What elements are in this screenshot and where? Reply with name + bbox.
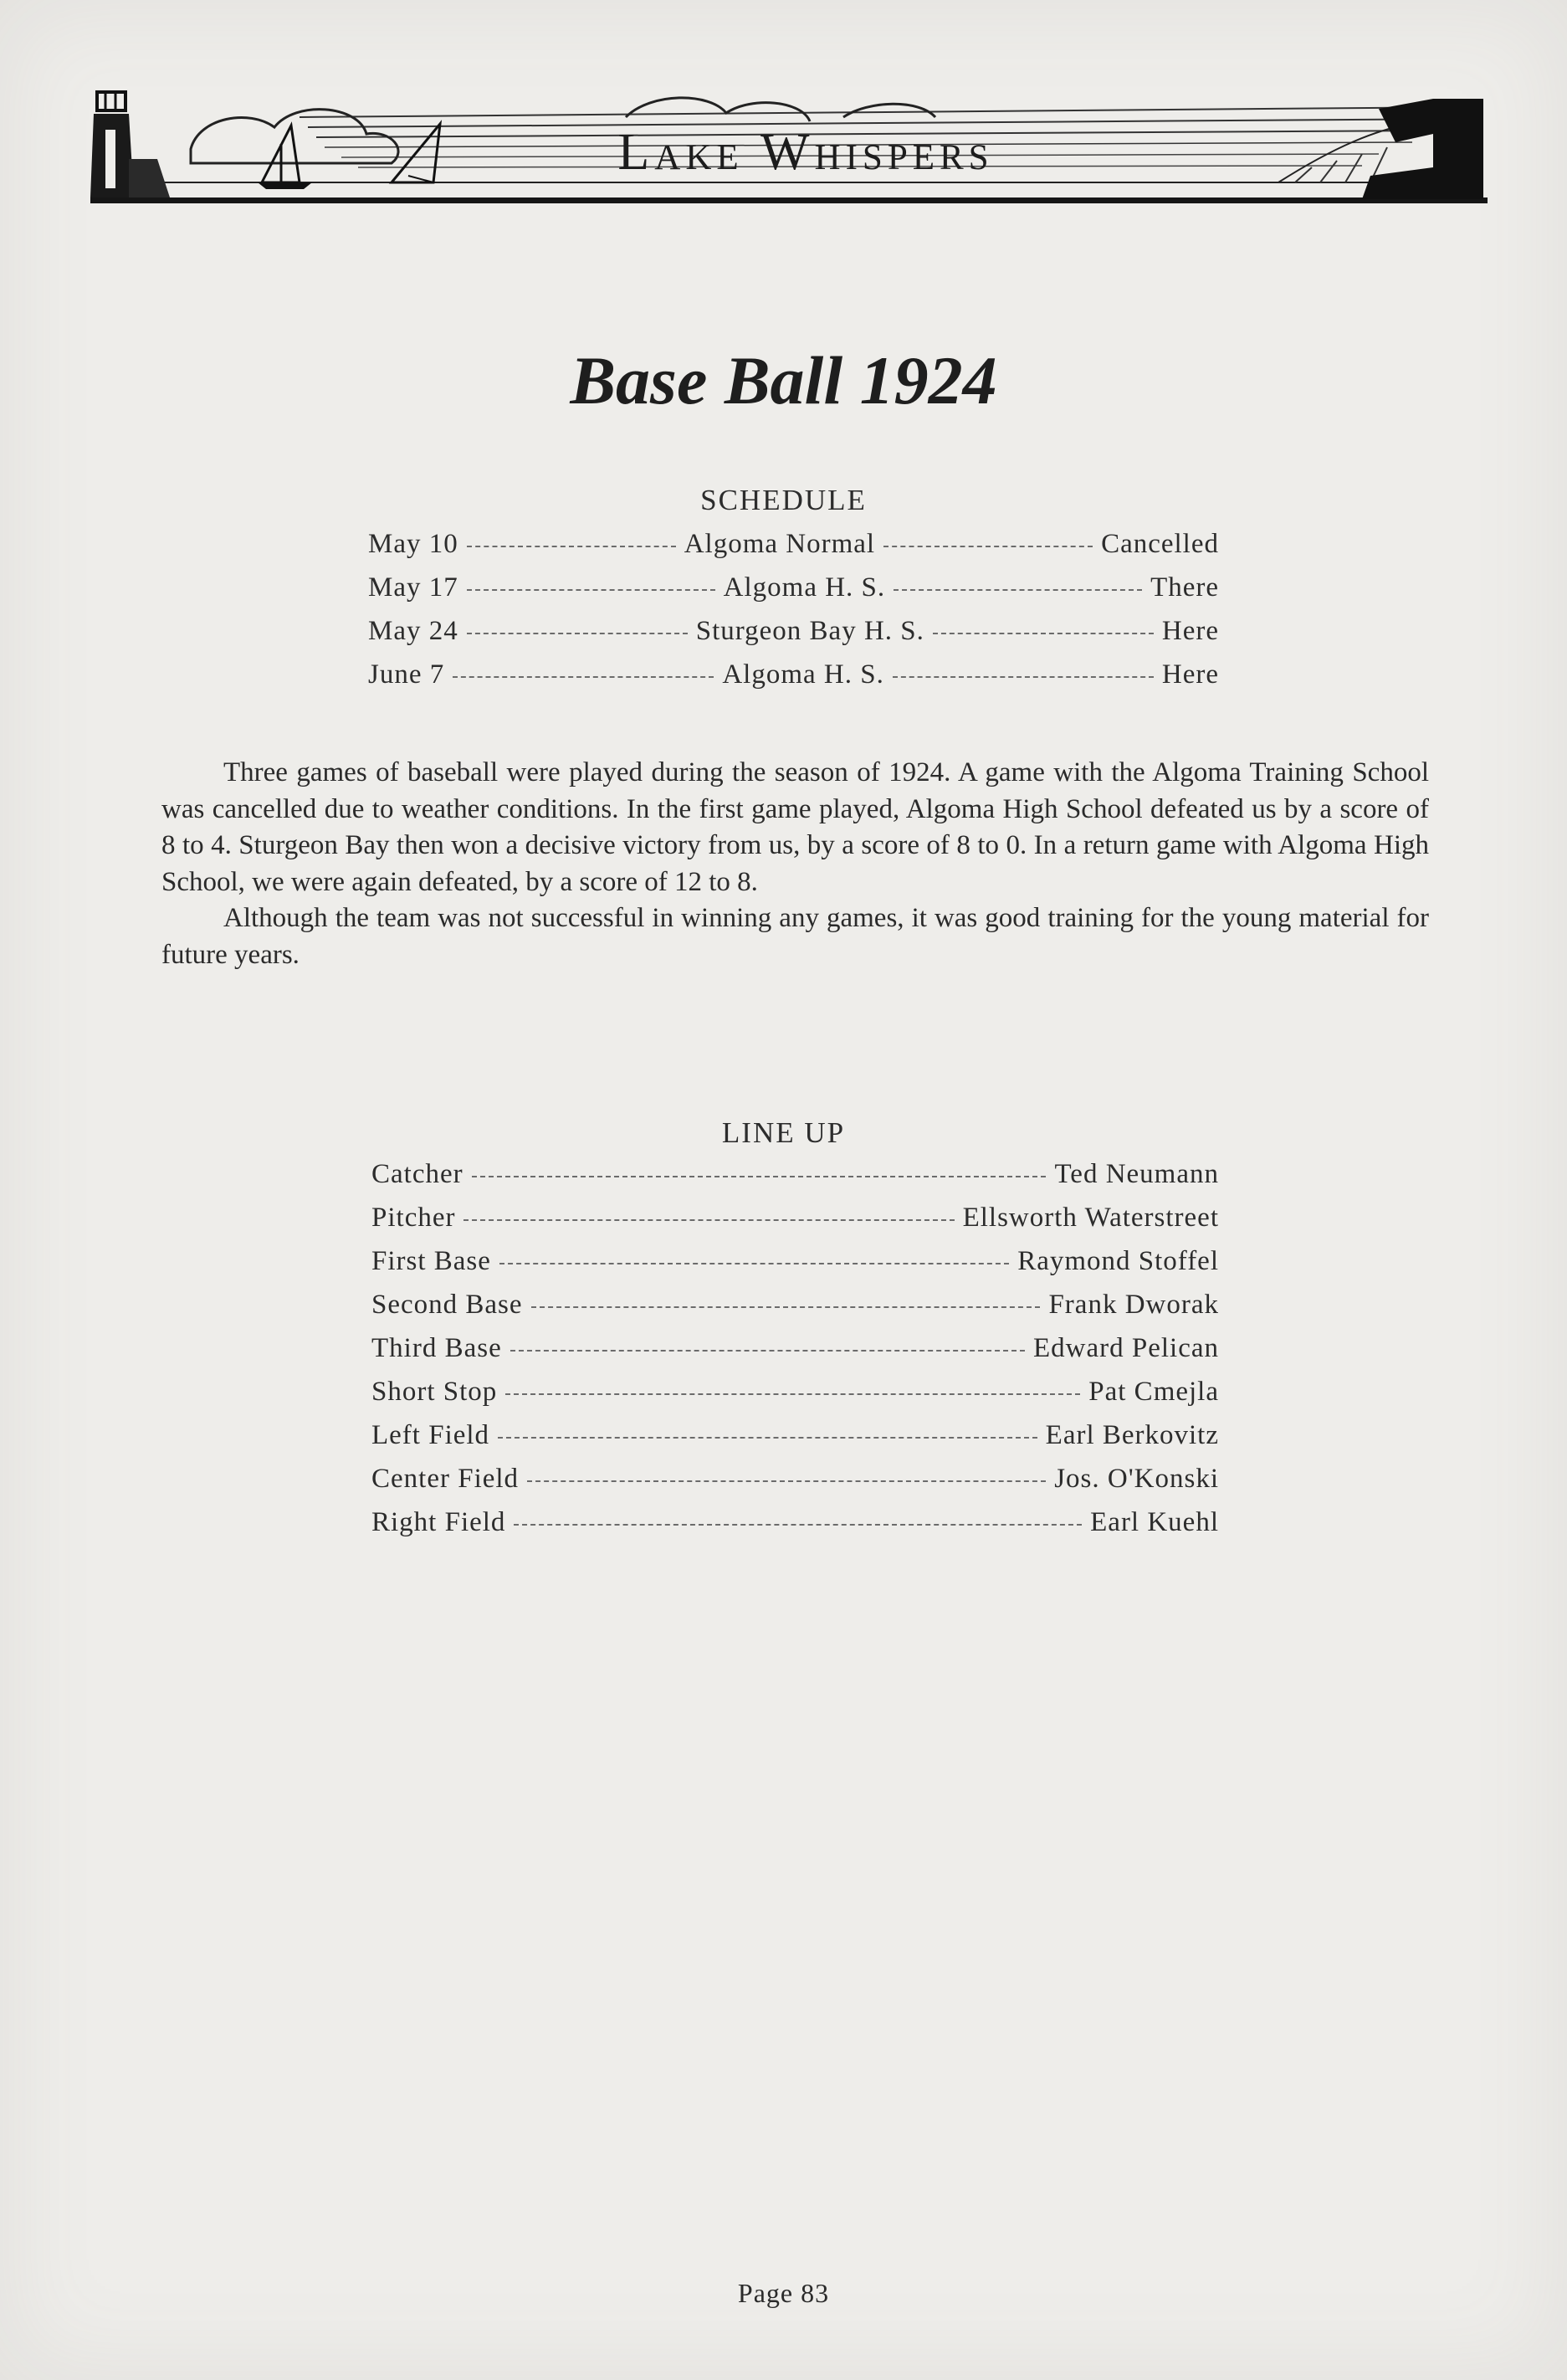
lineup-player: Earl Berkovitz <box>1045 1420 1219 1450</box>
leader-line <box>531 1306 1041 1308</box>
page-title: Base Ball 1924 <box>570 342 997 418</box>
schedule-row <box>368 659 1219 698</box>
lineup-player: Pat Cmejla <box>1088 1377 1219 1407</box>
lineup-heading: LINE UP <box>721 1116 846 1149</box>
lineup-position: Catcher <box>371 1159 463 1189</box>
lineup-player: Earl Kuehl <box>1090 1507 1219 1537</box>
lineup-row <box>371 1290 1219 1328</box>
schedule-row <box>368 616 1219 654</box>
schedule-opponent: Sturgeon Bay H. S. <box>695 616 924 646</box>
page-number: Page 83 <box>737 2278 830 2308</box>
schedule-opponent: Algoma Normal <box>684 529 876 559</box>
lineup-position: Pitcher <box>371 1203 456 1233</box>
lineup-player: Ted Neumann <box>1054 1159 1219 1189</box>
schedule-opponent: Algoma H. S. <box>723 572 886 603</box>
schedule-heading: SCHEDULE <box>700 484 867 516</box>
leader-line <box>472 1176 1047 1177</box>
leader-line <box>883 546 1093 547</box>
leader-line <box>893 676 1154 678</box>
lineup-position: Right Field <box>371 1507 506 1537</box>
lineup-position: Center Field <box>371 1464 520 1494</box>
schedule-opponent: Algoma H. S. <box>722 659 884 690</box>
lineup-position: Third Base <box>371 1333 502 1363</box>
leader-line <box>510 1350 1025 1352</box>
lineup-position: Left Field <box>371 1420 490 1450</box>
schedule-row <box>368 529 1219 567</box>
banner-title: Lake Whispers <box>617 123 994 181</box>
leader-line <box>933 633 1154 634</box>
lineup-row <box>371 1377 1219 1415</box>
lineup-player: Ellsworth Waterstreet <box>962 1203 1219 1233</box>
lineup-position: Second Base <box>371 1290 523 1320</box>
lineup-position: First Base <box>371 1246 491 1276</box>
schedule-location: Here <box>1161 659 1219 690</box>
lineup-player: Jos. O'Konski <box>1054 1464 1219 1494</box>
schedule-date: May 10 <box>368 529 458 559</box>
lineup-player: Frank Dworak <box>1048 1290 1219 1320</box>
leader-line <box>467 589 715 591</box>
summary-paragraph: Although the team was not successful in winning any games, it was good training for the young material for future years. <box>161 903 1429 970</box>
lineup-row <box>371 1464 1219 1502</box>
lineup-position: Short Stop <box>371 1377 498 1407</box>
leader-line <box>463 1219 954 1221</box>
schedule-location: There <box>1150 572 1220 603</box>
lineup-row <box>371 1420 1219 1459</box>
season-summary <box>161 755 1429 973</box>
schedule-location: Cancelled <box>1101 529 1219 559</box>
lineup-row <box>371 1507 1219 1546</box>
lineup-row <box>371 1333 1219 1372</box>
schedule-location: Here <box>1161 616 1219 646</box>
leader-line <box>499 1263 1009 1264</box>
schedule-date: June 7 <box>368 659 445 690</box>
leader-line <box>467 546 676 547</box>
leader-line <box>453 676 714 678</box>
lineup-row <box>371 1246 1219 1285</box>
schedule-row <box>368 572 1219 611</box>
summary-paragraph: Three games of baseball were played during the season of 1924. A game with the Algoma Training School was cancelled due to weather conditions. In the first game played, Algoma High School defeated us by a score of 8 to 4. Sturgeon Bay then won a decisive victory from us, by a score of 8 to 0. In a return game with Algoma High School, we were again defeated, by a score of 12 to 8. <box>161 757 1429 897</box>
schedule-date: May 17 <box>368 572 458 603</box>
leader-line <box>514 1524 1082 1526</box>
lineup-player: Raymond Stoffel <box>1017 1246 1219 1276</box>
leader-line <box>894 589 1142 591</box>
lineup-row <box>371 1159 1219 1198</box>
leader-line <box>505 1393 1080 1395</box>
schedule-date: May 24 <box>368 616 458 646</box>
header-banner <box>90 84 1488 209</box>
leader-line <box>527 1480 1046 1482</box>
leader-line <box>498 1437 1037 1439</box>
lineup-row <box>371 1203 1219 1241</box>
lineup-player: Edward Pelican <box>1032 1333 1219 1363</box>
leader-line <box>467 633 688 634</box>
